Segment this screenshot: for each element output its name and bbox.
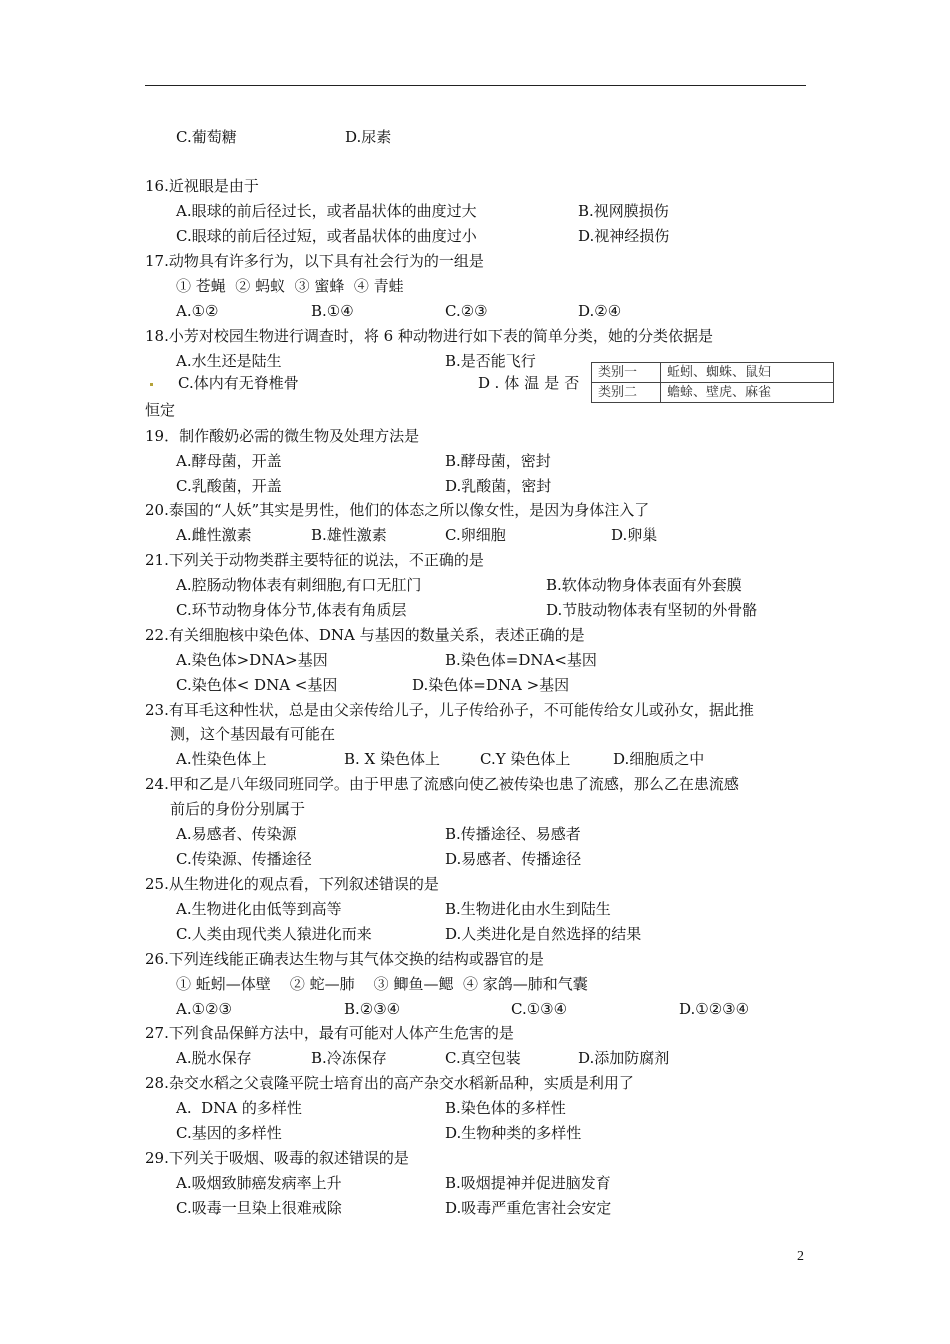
q18-stem: 18.小芳对校园生物进行调查时，将 6 种动物进行如下表的简单分类，她的分类依据是	[145, 327, 713, 345]
animals-cell: 蟾蜍、壁虎、麻雀	[661, 383, 834, 403]
q23-option-d: D.细胞质之中	[613, 750, 705, 768]
q26-option-b: B.②③④	[344, 1000, 401, 1018]
q27-stem: 27.下列食品保鲜方法中，最有可能对人体产生危害的是	[145, 1024, 514, 1042]
q19-option-a: A.酵母菌，开盖	[176, 452, 282, 470]
q16-option-c: C.眼球的前后径过短，或者晶状体的曲度过小	[176, 227, 477, 245]
q26-option-c: C.①③④	[511, 1000, 568, 1018]
q15-option-c: C.葡萄糖	[176, 128, 237, 146]
q24-stem-cont: 前后的身份分别属于	[170, 800, 306, 818]
q17-option-d: D.②④	[578, 302, 622, 320]
q22-option-a: A.染色体>DNA>基因	[176, 651, 328, 669]
q27-option-a: A.脱水保存	[176, 1049, 252, 1067]
q20-option-b: B.雄性激素	[311, 526, 387, 544]
q25-option-d: D.人类进化是自然选择的结果	[445, 925, 642, 943]
q17-option-c: C.②③	[445, 302, 488, 320]
q26-stem: 26.下列连线能正确表达生物与其气体交换的结构或器官的是	[145, 950, 544, 968]
q27-option-b: B.冷冻保存	[311, 1049, 387, 1067]
q25-option-c: C.人类由现代类人猿进化而来	[176, 925, 372, 943]
q28-option-c: C.基因的多样性	[176, 1124, 282, 1142]
q21-option-b: B.软体动物身体表面有外套膜	[546, 576, 742, 594]
q22-option-d: D.染色体=DNA >基因	[412, 676, 570, 694]
q17-option-a: A.①②	[176, 302, 219, 320]
q20-option-c: C.卵细胞	[445, 526, 506, 544]
table-row	[592, 383, 834, 403]
q17-stem: 17.动物具有许多行为，以下具有社会行为的一组是	[145, 252, 484, 270]
q26-option-a: A.①②③	[176, 1000, 232, 1018]
q15-option-d: D.尿素	[345, 128, 392, 146]
q28-option-b: B.染色体的多样性	[445, 1099, 566, 1117]
category-cell: 类别二	[592, 383, 661, 403]
q23-option-c: C.Y 染色体上	[480, 750, 571, 768]
q19-stem: 19．制作酸奶必需的微生物及处理方法是	[145, 427, 420, 445]
q18-continuation: 恒定	[145, 401, 176, 419]
q21-option-d: D.节肢动物体表有坚韧的外骨骼	[546, 601, 758, 619]
q18-option-c: C.体内有无脊椎骨	[178, 374, 299, 392]
q29-option-a: A.吸烟致肺癌发病率上升	[176, 1174, 342, 1192]
q25-option-b: B.生物进化由水生到陆生	[445, 900, 611, 918]
q21-option-a: A.腔肠动物体表有刺细胞,有口无肛门	[176, 576, 422, 594]
q20-stem: 20.泰国的“人妖”其实是男性，他们的体态之所以像女性，是因为身体注入了	[145, 501, 650, 519]
q19-option-c: C.乳酸菌，开盖	[176, 477, 282, 495]
q24-option-a: A.易感者、传染源	[176, 825, 297, 843]
q29-option-c: C.吸毒一旦染上很难戒除	[176, 1199, 342, 1217]
table-row	[592, 363, 834, 383]
q24-stem: 24.甲和乙是八年级同班同学。由于甲患了流感向使乙被传染也患了流感，那么乙在患流感	[145, 775, 739, 793]
q24-option-d: D.易感者、传播途径	[445, 850, 582, 868]
q16-option-b: B.视网膜损伤	[578, 202, 669, 220]
q20-option-d: D.卵巢	[611, 526, 658, 544]
q20-option-a: A.雌性激素	[176, 526, 252, 544]
q17-items: ① 苍蝇 ② 蚂蚁 ③ 蜜蜂 ④ 青蛙	[176, 277, 404, 295]
animals-cell: 蚯蚓、蜘蛛、鼠妇	[661, 363, 834, 383]
q29-stem: 29.下列关于吸烟、吸毒的叙述错误的是	[145, 1149, 409, 1167]
q27-option-d: D.添加防腐剂	[578, 1049, 670, 1067]
q22-stem: 22.有关细胞核中染色体、DNA 与基因的数量关系，表述正确的是	[145, 626, 585, 644]
q28-option-a: A. DNA 的多样性	[176, 1099, 302, 1117]
q18-option-b: B.是否能飞行	[445, 352, 536, 370]
q18-option-a: A.水生还是陆生	[176, 352, 282, 370]
q22-option-b: B.染色体=DNA<基因	[445, 651, 597, 669]
q29-option-d: D.吸毒严重危害社会安定	[445, 1199, 612, 1217]
q21-option-c: C.环节动物身体分节,体表有角质层	[176, 601, 407, 619]
q17-option-b: B.①④	[311, 302, 354, 320]
q26-items: ① 蚯蚓—体壁 ② 蛇—肺 ③ 鲫鱼—鳃 ④ 家鸽—肺和气囊	[176, 975, 588, 993]
q16-option-d: D.视神经损伤	[578, 227, 670, 245]
q25-option-a: A.生物进化由低等到高等	[176, 900, 342, 918]
category-cell: 类别一	[592, 363, 661, 383]
q19-option-d: D.乳酸菌，密封	[445, 477, 552, 495]
q19-option-b: B.酵母菌，密封	[445, 452, 551, 470]
q22-option-c: C.染色体< DNA <基因	[176, 676, 338, 694]
q24-option-b: B.传播途径、易感者	[445, 825, 581, 843]
q28-stem: 28.杂交水稻之父袁隆平院士培育出的高产杂交水稻新品种，实质是利用了	[145, 1074, 634, 1092]
q24-option-c: C.传染源、传播途径	[176, 850, 312, 868]
q27-option-c: C.真空包装	[445, 1049, 521, 1067]
q16-stem: 16.近视眼是由于	[145, 177, 259, 195]
header-rule	[145, 85, 806, 86]
q23-stem: 23.有耳毛这种性状，总是由父亲传给儿子，儿子传给孙子，不可能传给女儿或孙女，据此推	[145, 701, 754, 719]
q29-option-b: B.吸烟提神并促进脑发育	[445, 1174, 611, 1192]
q25-stem: 25.从生物进化的观点看，下列叙述错误的是	[145, 875, 439, 893]
q16-option-a: A.眼球的前后径过长，或者晶状体的曲度过大	[176, 202, 477, 220]
q28-option-d: D.生物种类的多样性	[445, 1124, 582, 1142]
q23-stem-cont: 测，这个基因最有可能在	[170, 725, 336, 743]
q18-option-d: D.体温是否	[478, 374, 585, 392]
classification-table	[591, 362, 834, 403]
q26-option-d: D.①②③④	[679, 1000, 750, 1018]
q23-option-b: B. X 染色体上	[344, 750, 441, 768]
stray-dot	[150, 383, 153, 386]
q23-option-a: A.性染色体上	[176, 750, 267, 768]
q21-stem: 21.下列关于动物类群主要特征的说法，不正确的是	[145, 551, 484, 569]
page-number: 2	[797, 1249, 804, 1264]
